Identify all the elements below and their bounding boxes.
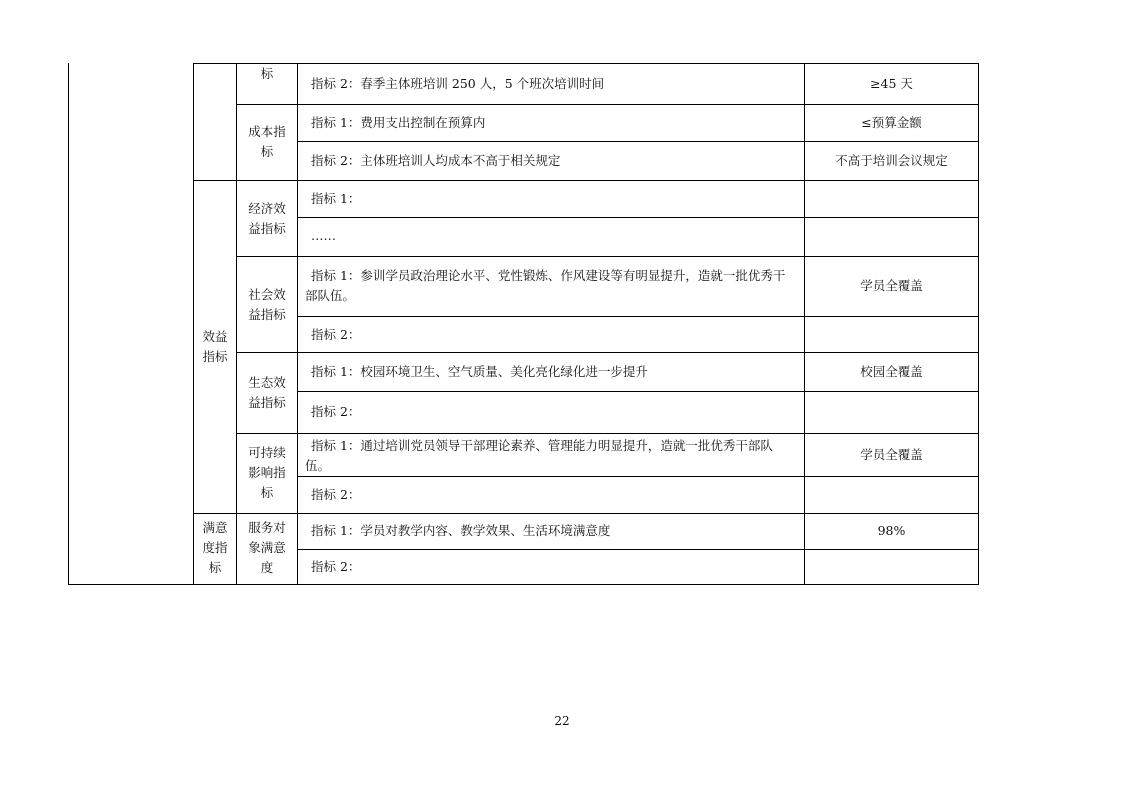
timeliness-row2-indicator: 指标 2：春季主体班培训 250 人，5 个班次培训时间 (311, 76, 605, 91)
page-number: 22 (554, 714, 570, 728)
sustain-row1-value: 学员全覆盖 (860, 447, 923, 462)
economic-subtype-cell: 经济效益指标 (248, 201, 286, 236)
sustain-row1-indicator: 指标 1：通过培训党员领导干部理论素养、管理能力明显提升，造就一批优秀干部队伍。 (305, 438, 773, 473)
satisfaction-category-cell: 满意度指标 (202, 520, 228, 575)
satisfaction-row2-indicator: 指标 2： (311, 559, 361, 574)
eco-row1-value: 校园全覆盖 (860, 364, 923, 379)
cost-row2-indicator: 指标 2：主体班培训人均成本不高于相关规定 (311, 153, 561, 168)
eco-row1-indicator: 指标 1：校园环境卫生、空气质量、美化亮化绿化进一步提升 (311, 364, 648, 379)
economic-row1-indicator: 指标 1： (311, 191, 361, 206)
timeliness-row2-value: ≥45 天 (870, 76, 913, 91)
sustain-row2-indicator: 指标 2： (311, 487, 361, 502)
social-row1-value: 学员全覆盖 (860, 278, 923, 293)
sustain-subtype-cell: 可持续影响指标 (248, 445, 286, 500)
eco-subtype-cell: 生态效益指标 (248, 375, 286, 410)
benefit-category-cell: 效益指标 (202, 329, 228, 364)
cost-row1-value: ≤预算金额 (861, 115, 922, 130)
cost-row1-indicator: 指标 1：费用支出控制在预算内 (311, 115, 486, 130)
social-row1-indicator: 指标 1：参训学员政治理论水平、党性锻炼、作风建设等有明显提升，造就一批优秀干部队伍。 (305, 268, 786, 303)
timeliness-subtype-cell: 标 (260, 66, 274, 81)
eco-row2-indicator: 指标 2： (311, 404, 361, 419)
satisfaction-subtype-cell: 服务对象满意度 (248, 520, 286, 575)
satisfaction-row1-value: 98% (877, 523, 906, 538)
cost-subtype-cell: 成本指标 (248, 124, 286, 159)
satisfaction-row1-indicator: 指标 1：学员对教学内容、教学效果、生活环境满意度 (311, 523, 611, 538)
social-row2-indicator: 指标 2： (311, 327, 361, 342)
economic-row2-indicator: …… (311, 228, 336, 243)
social-subtype-cell: 社会效益指标 (248, 287, 286, 322)
cost-row2-value: 不高于培训会议规定 (835, 153, 948, 168)
